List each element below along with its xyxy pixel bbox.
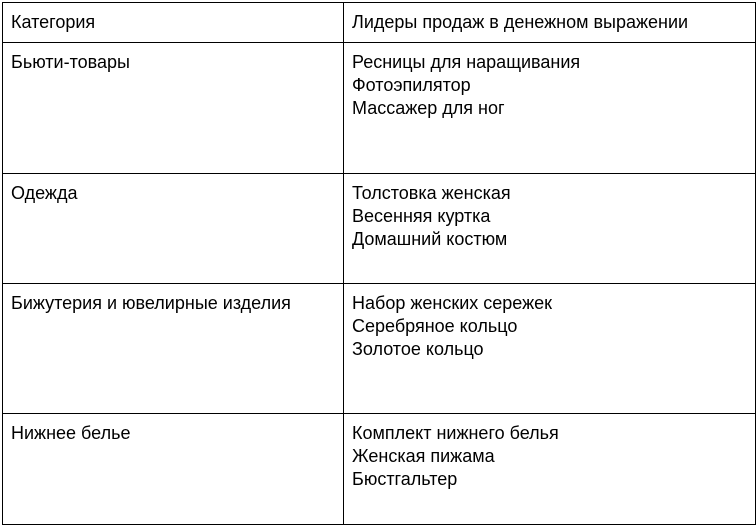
- table-header-row: [3, 3, 756, 43]
- category-cell: Бижутерия и ювелирные изделия: [3, 284, 344, 414]
- leader-item: Женская пижама: [352, 446, 495, 466]
- category-cell: Одежда: [3, 174, 344, 284]
- leader-item: Золотое кольцо: [352, 339, 484, 359]
- header-category: Категория: [3, 3, 344, 43]
- leaders-cell: [344, 174, 756, 284]
- category-cell: Бьюти-товары: [3, 43, 344, 174]
- leaders-cell: [344, 284, 756, 414]
- leader-item: Комплект нижнего белья: [352, 423, 559, 443]
- header-leaders: Лидеры продаж в денежном выражении: [344, 3, 756, 43]
- leader-item: Фотоэпилятор: [352, 75, 471, 95]
- leader-item: Серебряное кольцо: [352, 316, 518, 336]
- table-row: [3, 174, 756, 284]
- table-row: [3, 284, 756, 414]
- leader-item: Домашний костюм: [352, 229, 508, 249]
- leaders-cell: [344, 43, 756, 174]
- leader-item: Ресницы для наращивания: [352, 52, 581, 72]
- leaders-list: [352, 51, 747, 120]
- sales-leaders-table: [2, 2, 756, 525]
- table-row: [3, 414, 756, 525]
- leaders-cell: [344, 414, 756, 525]
- leaders-list: [352, 292, 747, 361]
- leaders-list: [352, 422, 747, 491]
- leader-item: Весенняя куртка: [352, 206, 491, 226]
- category-cell: Нижнее белье: [3, 414, 344, 525]
- leader-item: Набор женских сережек: [352, 293, 553, 313]
- leader-item: Бюстгальтер: [352, 469, 458, 489]
- leader-item: Толстовка женская: [352, 183, 511, 203]
- leader-item: Массажер для ног: [352, 98, 505, 118]
- table-row: [3, 43, 756, 174]
- leaders-list: [352, 182, 747, 251]
